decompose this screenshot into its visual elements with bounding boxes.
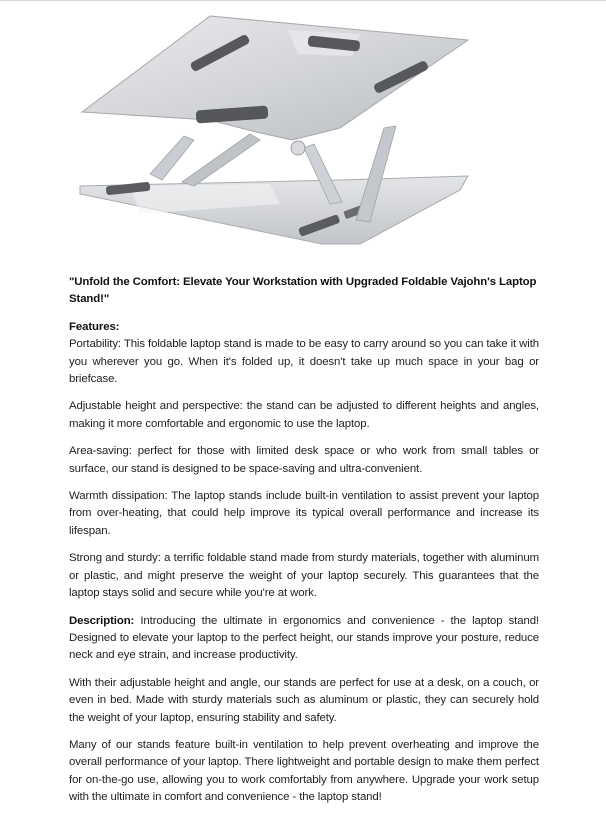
feature-adjustable-height: Adjustable height and perspective: the stand can be adjusted to different heights and angles, making it more comfortable and ergonomic to use the laptop.: [69, 400, 539, 430]
feature-heat-dissipation: Warmth dissipation: The laptop stands include built-in ventilation to assist prevent your laptop from over-heating, that could help improve its typical overall performance and increase its lifespan.: [69, 490, 539, 537]
feature-portability: Portability: This foldable laptop stand is made to be easy to carry around so you can take it with you wherever you go. When it's folded up, it doesn't take up much space in your bag or briefcase.: [69, 338, 539, 386]
laptop-stand-image: [60, 8, 480, 258]
top-divider: [0, 0, 606, 1]
description-paragraph-2: With their adjustable height and angle, our stands are perfect for use at a desk, on a couch, or even in bed. Made with sturdy materials such as aluminum or plastic, they can securely hold the weight of your laptop, ensuring stability and safety.: [69, 676, 539, 724]
features-heading: Features:: [69, 320, 120, 333]
feature-strong-sturdy: Strong and sturdy: a terrific foldable stand made from sturdy materials, together with aluminum or plastic, and might preserve the weight of your laptop securely. This guarantees that the laptop stays solid and secure while you're at work.: [69, 552, 539, 600]
product-description: [69, 274, 539, 817]
feature-area-saving: Area-saving: perfect for those with limited desk space or who work from small tables or surface, our stand is designed to be space-saving and ultra-convenient.: [69, 445, 539, 475]
description-heading: Description:: [69, 614, 135, 627]
description-intro: Introducing the ultimate in ergonomics and convenience - the laptop stand! Designed to elevate your laptop to the perfect height, our stands improve your posture, reduce neck and eye strain, and increase productivity.: [69, 614, 539, 662]
description-paragraph: [69, 613, 539, 665]
description-paragraph-3: Many of our stands feature built-in ventilation to help prevent overheating and improve the overall performance of your laptop. There lightweight and portable design to make them perfect for on-the-go use, allowing you to work comfortably from anywhere. Upgrade your work setup with the ultimate in comfort and convenience - the laptop stand!: [69, 738, 539, 804]
product-title: "Unfold the Comfort: Elevate Your Workstation with Upgraded Foldable Vajohn's Laptop Stand!": [69, 276, 537, 306]
